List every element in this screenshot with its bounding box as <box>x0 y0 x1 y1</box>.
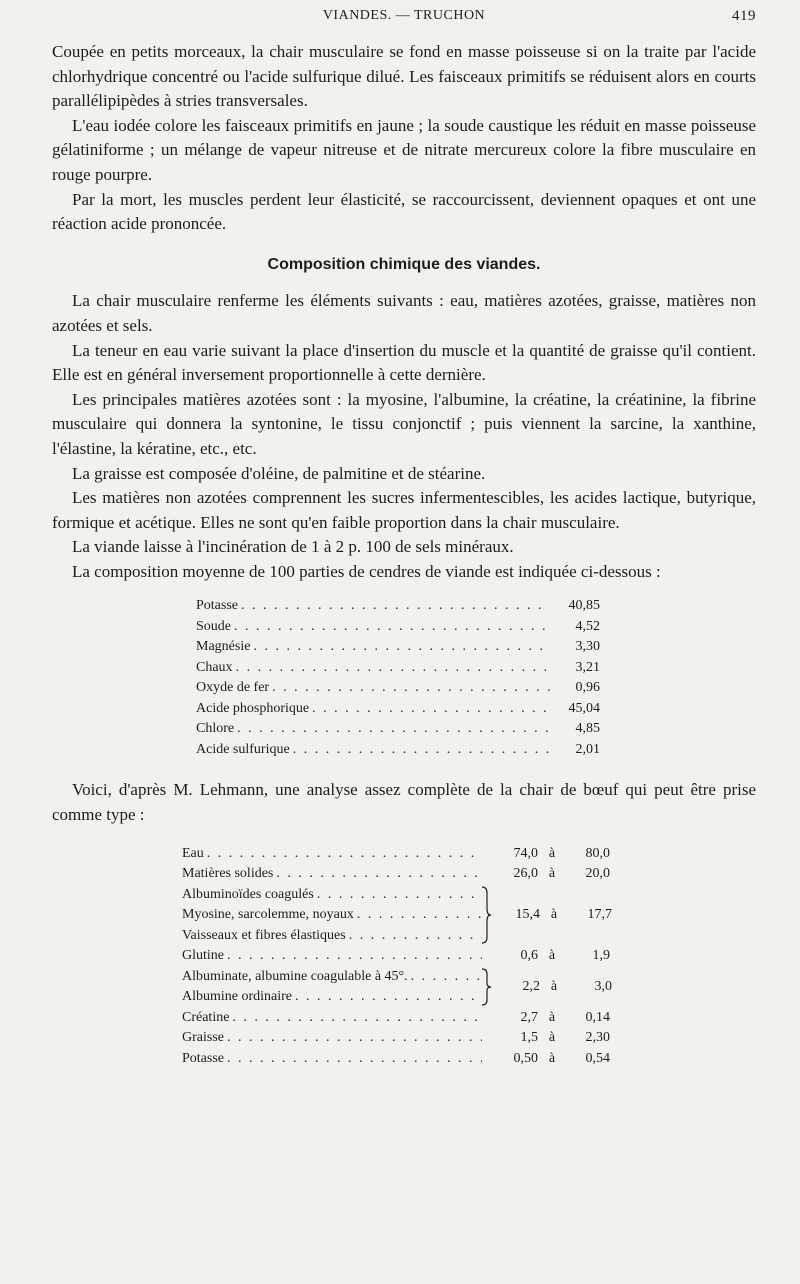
row-label: Chaux <box>196 659 233 675</box>
leader-dots <box>234 617 550 638</box>
paragraph: Par la mort, les muscles perdent leur élasticité, se raccourcissent, deviennent opaques et ont une réaction acide prononcée. <box>52 189 756 234</box>
table-row <box>182 844 652 865</box>
range-low: 15,4 <box>515 907 540 923</box>
table-row <box>196 719 600 740</box>
row-label-cell <box>182 1008 482 1029</box>
range-low: 2,7 <box>520 1009 538 1025</box>
table-row <box>196 596 600 617</box>
range-high: 0,54 <box>585 1050 610 1066</box>
paragraph: Les matières non azotées comprennent les sucres infermentescibles, les acides lactique, butyrique, formique et acétique. Elles ne sont qu'en faible proportion dans la chair musculaire. <box>52 488 756 532</box>
range-connector: à <box>548 1030 556 1046</box>
leader-dots <box>276 864 482 885</box>
page-number: 419 <box>732 8 756 24</box>
section-heading: Composition chimique des viandes. <box>267 255 541 273</box>
leader-dots <box>293 740 550 761</box>
paragraph: La teneur en eau varie suivant la place d'insertion du muscle et la quantité de graisse qu'il contient. Elle est en général inversement proportionnelle à cette dernière. <box>52 340 756 385</box>
table-row <box>196 740 600 761</box>
table-row <box>182 946 652 967</box>
row-label-cell <box>182 864 482 885</box>
row-label: Acide sulfurique <box>196 741 290 757</box>
row-label: Créatine <box>182 1009 230 1025</box>
value-range <box>482 1008 610 1029</box>
group-item <box>182 926 482 947</box>
row-label: Glutine <box>182 948 224 964</box>
paragraph: Voici, d'après M. Lehmann, une analyse assez complète de la chair de bœuf qui peut être prise comme type : <box>52 780 756 825</box>
row-label-cell <box>182 1028 482 1049</box>
paragraph: Les principales matières azotées sont : la myosine, l'albumine, la créatine, la créatinine, la fibrine musculaire qui donnera la syntonine, le tissu conjonctif ; puis viennent la sarcine, la xanthine, l'élastine, la kératine, etc., etc. <box>52 389 756 458</box>
right-brace-icon <box>480 885 492 945</box>
value-range <box>492 977 612 998</box>
range-low: 0,6 <box>520 948 538 964</box>
range-high: 17,7 <box>587 907 612 923</box>
value-range <box>482 946 610 967</box>
row-value: 40,85 <box>568 598 600 614</box>
leader-dots <box>227 1028 482 1049</box>
range-high: 2,30 <box>585 1030 610 1046</box>
row-value: 3,21 <box>575 659 600 675</box>
row-label: Acide phosphorique <box>196 700 310 716</box>
leader-dots <box>227 946 482 967</box>
row-label: Graisse <box>182 1030 224 1046</box>
table-row <box>182 1028 652 1049</box>
running-header <box>52 6 756 30</box>
row-label-cell <box>182 844 482 865</box>
table-row <box>196 699 600 720</box>
group-item <box>182 967 482 988</box>
paragraph: La chair musculaire renferme les éléments suivants : eau, matières azotées, graisse, matières non azotées et sels. <box>52 291 756 335</box>
table-row <box>182 1049 652 1070</box>
value-range <box>482 844 610 865</box>
table-row-group <box>182 885 652 947</box>
range-connector: à <box>548 1050 556 1066</box>
row-value: 45,04 <box>568 700 600 716</box>
row-value: 3,30 <box>575 639 600 655</box>
paragraph: Coupée en petits morceaux, la chair musculaire se fond en masse poisseuse si on la traite par l'acide chlorhydrique concentré ou l'acide sulfurique dilué. Les faisceaux primitifs se réduisent alors en courts parallélipipèdes à stries transversales. <box>52 42 756 111</box>
leader-dots <box>317 885 482 906</box>
row-label-cell <box>182 946 482 967</box>
range-high: 3,0 <box>594 978 612 994</box>
leader-dots <box>253 637 550 658</box>
group-item <box>182 885 482 906</box>
paragraph: L'eau iodée colore les faisceaux primitifs en jaune ; la soude caustique les réduit en masse poisseuse gélatiniforme ; un mélange de vapeur nitreuse et de nitrate mercureux colore la fibre musculaire en rouge pourpre. <box>52 115 756 184</box>
row-label: Potasse <box>182 1050 224 1066</box>
table-row <box>196 617 600 638</box>
leader-dots <box>237 719 550 740</box>
leader-dots <box>236 658 550 679</box>
group-items <box>182 967 482 1008</box>
range-connector: à <box>550 978 558 994</box>
right-brace-icon <box>480 967 492 1007</box>
row-label: Albuminoïdes coagulés <box>182 886 314 902</box>
leader-dots <box>207 844 482 865</box>
table-row <box>182 864 652 885</box>
value-range <box>482 1049 610 1070</box>
row-label: Vaisseaux et fibres élastiques <box>182 927 346 943</box>
range-high: 1,9 <box>592 948 610 964</box>
row-value: 4,52 <box>575 618 600 634</box>
table-row <box>196 658 600 679</box>
value-range <box>482 1028 610 1049</box>
range-connector: à <box>548 948 556 964</box>
range-low: 26,0 <box>513 866 538 882</box>
range-connector: à <box>550 907 558 923</box>
group-item <box>182 905 482 926</box>
leader-dots <box>227 1049 482 1070</box>
table-row <box>196 637 600 658</box>
leader-dots <box>232 1008 482 1029</box>
range-high: 80,0 <box>585 845 610 861</box>
range-connector: à <box>548 866 556 882</box>
range-high: 0,14 <box>585 1009 610 1025</box>
value-range <box>492 905 612 926</box>
table-row-group <box>182 967 652 1008</box>
row-label: Albuminate, albumine coagulable à 45°. <box>182 968 408 984</box>
paragraph: La graisse est composée d'oléine, de palmitine et de stéarine. <box>72 463 486 483</box>
range-connector: à <box>548 1009 556 1025</box>
row-label: Chlore <box>196 721 235 737</box>
paragraph: La viande laisse à l'incinération de 1 à 2 p. 100 de sels minéraux. <box>72 537 514 557</box>
row-value: 0,96 <box>575 680 600 696</box>
running-title: VIANDES. — TRUCHON <box>322 8 486 23</box>
leader-dots <box>357 905 482 926</box>
leader-dots <box>312 699 550 720</box>
page-body <box>52 40 756 1069</box>
row-label: Magnésie <box>196 639 251 655</box>
range-high: 20,0 <box>585 866 610 882</box>
row-label: Eau <box>182 845 204 861</box>
range-connector: à <box>548 845 556 861</box>
leader-dots <box>272 678 550 699</box>
row-value: 2,01 <box>575 741 600 757</box>
row-label: Matières solides <box>182 866 274 882</box>
row-label: Potasse <box>196 598 238 614</box>
leader-dots <box>295 987 482 1008</box>
range-low: 0,50 <box>513 1050 538 1066</box>
row-label-cell <box>182 1049 482 1070</box>
leader-dots <box>241 596 550 617</box>
table-row <box>182 1008 652 1029</box>
leader-dots <box>411 967 482 988</box>
range-low: 1,5 <box>520 1030 538 1046</box>
row-label: Myosine, sarcolemme, noyaux <box>182 907 354 923</box>
range-low: 74,0 <box>513 845 538 861</box>
row-label: Albumine ordinaire <box>182 989 293 1005</box>
table-row <box>196 678 600 699</box>
range-low: 2,2 <box>522 978 540 994</box>
value-range <box>482 864 610 885</box>
paragraph: La composition moyenne de 100 parties de cendres de viande est indiquée ci-dessous : <box>72 561 661 581</box>
leader-dots <box>349 926 482 947</box>
ash-composition-table <box>196 596 600 760</box>
row-value: 4,85 <box>575 721 600 737</box>
row-label: Soude <box>196 618 231 634</box>
row-label: Oxyde de fer <box>196 680 270 696</box>
group-item <box>182 987 482 1008</box>
group-items <box>182 885 482 947</box>
lehmann-analysis-table <box>182 844 652 1070</box>
